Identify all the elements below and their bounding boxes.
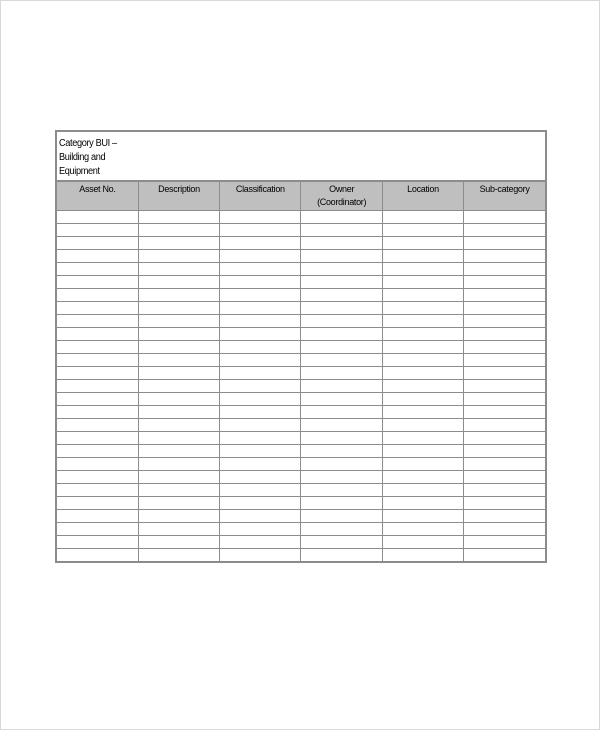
asset-grid <box>57 182 545 561</box>
column-header-label: Sub-category <box>479 184 530 194</box>
table-cell[interactable] <box>138 419 219 432</box>
table-cell[interactable] <box>301 302 382 315</box>
table-cell[interactable] <box>382 458 463 471</box>
table-cell[interactable] <box>138 211 219 224</box>
table-cell[interactable] <box>138 445 219 458</box>
table-cell[interactable] <box>382 367 463 380</box>
table-cell[interactable] <box>220 380 301 393</box>
table-cell[interactable] <box>220 484 301 497</box>
table-cell[interactable] <box>138 237 219 250</box>
table-cell[interactable] <box>220 445 301 458</box>
table-cell[interactable] <box>382 536 463 549</box>
table-cell[interactable] <box>382 523 463 536</box>
column-header-location <box>382 182 463 211</box>
table-cell[interactable] <box>464 471 545 484</box>
table-cell[interactable] <box>138 393 219 406</box>
table-cell[interactable] <box>138 263 219 276</box>
column-header-owner <box>301 182 382 211</box>
header-row <box>57 182 545 211</box>
table-row <box>57 328 545 341</box>
table-cell[interactable] <box>382 224 463 237</box>
column-header-sub-category <box>464 182 545 211</box>
table-cell[interactable] <box>138 549 219 562</box>
table-cell[interactable] <box>220 458 301 471</box>
table-row <box>57 354 545 367</box>
table-cell[interactable] <box>464 237 545 250</box>
table-cell[interactable] <box>138 276 219 289</box>
table-cell[interactable] <box>138 510 219 523</box>
column-header-label: Location <box>407 184 439 194</box>
table-row <box>57 367 545 380</box>
table-cell[interactable] <box>464 224 545 237</box>
table-cell[interactable] <box>138 302 219 315</box>
category-title-line-2: Building and <box>59 152 106 163</box>
table-cell[interactable] <box>138 484 219 497</box>
table-cell[interactable] <box>220 263 301 276</box>
table-cell[interactable] <box>220 289 301 302</box>
table-cell[interactable] <box>301 237 382 250</box>
table-cell[interactable] <box>464 523 545 536</box>
table-row <box>57 471 545 484</box>
table-cell[interactable] <box>301 289 382 302</box>
table-cell[interactable] <box>57 315 138 328</box>
table-cell[interactable] <box>382 380 463 393</box>
column-header-label: Asset No. <box>79 184 116 194</box>
table-cell[interactable] <box>382 510 463 523</box>
table-cell[interactable] <box>138 367 219 380</box>
table-cell[interactable] <box>464 341 545 354</box>
table-cell[interactable] <box>220 315 301 328</box>
table-cell[interactable] <box>464 276 545 289</box>
table-cell[interactable] <box>382 484 463 497</box>
table-cell[interactable] <box>220 237 301 250</box>
table-cell[interactable] <box>57 432 138 445</box>
table-row <box>57 250 545 263</box>
table-cell[interactable] <box>464 328 545 341</box>
table-cell[interactable] <box>220 471 301 484</box>
table-row <box>57 237 545 250</box>
table-cell[interactable] <box>57 328 138 341</box>
table-cell[interactable] <box>138 354 219 367</box>
column-header-classification <box>220 182 301 211</box>
table-cell[interactable] <box>382 549 463 562</box>
table-cell[interactable] <box>57 510 138 523</box>
table-cell[interactable] <box>138 523 219 536</box>
table-cell[interactable] <box>464 536 545 549</box>
table-cell[interactable] <box>301 276 382 289</box>
table-cell[interactable] <box>57 250 138 263</box>
table-cell[interactable] <box>220 510 301 523</box>
table-cell[interactable] <box>382 341 463 354</box>
table-row <box>57 510 545 523</box>
table-cell[interactable] <box>220 393 301 406</box>
table-row <box>57 523 545 536</box>
table-row <box>57 432 545 445</box>
table-row <box>57 302 545 315</box>
table-cell[interactable] <box>220 354 301 367</box>
table-cell[interactable] <box>301 523 382 536</box>
table-cell[interactable] <box>464 445 545 458</box>
table-cell[interactable] <box>382 432 463 445</box>
table-cell[interactable] <box>464 289 545 302</box>
table-cell[interactable] <box>301 484 382 497</box>
table-row <box>57 276 545 289</box>
table-cell[interactable] <box>464 302 545 315</box>
table-cell[interactable] <box>220 224 301 237</box>
table-cell[interactable] <box>57 484 138 497</box>
table-cell[interactable] <box>57 276 138 289</box>
table-cell[interactable] <box>464 406 545 419</box>
table-row <box>57 224 545 237</box>
table-row <box>57 380 545 393</box>
table-cell[interactable] <box>220 367 301 380</box>
table-row <box>57 211 545 224</box>
table-cell[interactable] <box>57 302 138 315</box>
table-cell[interactable] <box>57 393 138 406</box>
table-cell[interactable] <box>57 380 138 393</box>
table-cell[interactable] <box>382 393 463 406</box>
table-cell[interactable] <box>57 523 138 536</box>
asset-register-table <box>55 130 547 563</box>
table-cell[interactable] <box>301 263 382 276</box>
column-header-sublabel: (Coordinator) <box>317 197 367 207</box>
table-cell[interactable] <box>301 497 382 510</box>
table-cell[interactable] <box>57 419 138 432</box>
table-cell[interactable] <box>220 211 301 224</box>
table-cell[interactable] <box>57 549 138 562</box>
table-cell[interactable] <box>57 445 138 458</box>
table-cell[interactable] <box>138 341 219 354</box>
table-cell[interactable] <box>382 315 463 328</box>
table-cell[interactable] <box>57 289 138 302</box>
table-cell[interactable] <box>382 471 463 484</box>
table-cell[interactable] <box>57 406 138 419</box>
table-cell[interactable] <box>382 354 463 367</box>
table-cell[interactable] <box>301 315 382 328</box>
table-cell[interactable] <box>138 250 219 263</box>
table-cell[interactable] <box>57 263 138 276</box>
table-cell[interactable] <box>138 458 219 471</box>
table-cell[interactable] <box>220 341 301 354</box>
table-cell[interactable] <box>382 445 463 458</box>
table-cell[interactable] <box>464 263 545 276</box>
table-cell[interactable] <box>382 237 463 250</box>
table-cell[interactable] <box>464 510 545 523</box>
table-cell[interactable] <box>220 250 301 263</box>
table-cell[interactable] <box>57 211 138 224</box>
table-cell[interactable] <box>220 328 301 341</box>
table-cell[interactable] <box>301 419 382 432</box>
table-cell[interactable] <box>220 406 301 419</box>
table-cell[interactable] <box>220 523 301 536</box>
table-cell[interactable] <box>464 497 545 510</box>
column-header-description <box>138 182 219 211</box>
table-row <box>57 549 545 562</box>
table-cell[interactable] <box>220 419 301 432</box>
table-cell[interactable] <box>57 237 138 250</box>
table-cell[interactable] <box>382 276 463 289</box>
table-cell[interactable] <box>382 406 463 419</box>
table-cell[interactable] <box>138 471 219 484</box>
table-cell[interactable] <box>138 497 219 510</box>
table-cell[interactable] <box>464 367 545 380</box>
table-cell[interactable] <box>57 341 138 354</box>
table-cell[interactable] <box>138 224 219 237</box>
table-cell[interactable] <box>301 549 382 562</box>
table-cell[interactable] <box>464 419 545 432</box>
category-title-line-1: Category BUI – <box>59 138 117 149</box>
table-row <box>57 536 545 549</box>
table-cell[interactable] <box>382 289 463 302</box>
table-cell[interactable] <box>138 536 219 549</box>
table-cell[interactable] <box>57 497 138 510</box>
table-cell[interactable] <box>464 458 545 471</box>
table-cell[interactable] <box>220 497 301 510</box>
table-cell[interactable] <box>301 341 382 354</box>
table-cell[interactable] <box>301 211 382 224</box>
table-row <box>57 458 545 471</box>
table-cell[interactable] <box>138 315 219 328</box>
table-cell[interactable] <box>220 549 301 562</box>
table-cell[interactable] <box>301 224 382 237</box>
table-cell[interactable] <box>138 406 219 419</box>
table-cell[interactable] <box>301 250 382 263</box>
table-cell[interactable] <box>464 211 545 224</box>
category-title-line-3: Equipment <box>59 166 100 177</box>
table-row <box>57 263 545 276</box>
table-row <box>57 341 545 354</box>
table-cell[interactable] <box>138 380 219 393</box>
table-cell[interactable] <box>138 432 219 445</box>
table-cell[interactable] <box>382 302 463 315</box>
category-title-cell <box>57 132 545 182</box>
table-row <box>57 419 545 432</box>
table-row <box>57 445 545 458</box>
table-row <box>57 393 545 406</box>
table-cell[interactable] <box>464 354 545 367</box>
table-cell[interactable] <box>57 224 138 237</box>
column-header-label: Classification <box>235 184 285 194</box>
table-cell[interactable] <box>382 263 463 276</box>
table-cell[interactable] <box>220 432 301 445</box>
table-cell[interactable] <box>301 536 382 549</box>
table-cell[interactable] <box>57 471 138 484</box>
table-cell[interactable] <box>382 211 463 224</box>
table-cell[interactable] <box>382 250 463 263</box>
table-cell[interactable] <box>301 510 382 523</box>
table-cell[interactable] <box>464 315 545 328</box>
table-cell[interactable] <box>138 328 219 341</box>
table-cell[interactable] <box>220 276 301 289</box>
table-row <box>57 315 545 328</box>
grid-body <box>57 211 545 562</box>
table-cell[interactable] <box>57 536 138 549</box>
table-cell[interactable] <box>382 328 463 341</box>
table-cell[interactable] <box>382 497 463 510</box>
table-cell[interactable] <box>57 367 138 380</box>
table-cell[interactable] <box>301 458 382 471</box>
table-cell[interactable] <box>301 354 382 367</box>
table-row <box>57 406 545 419</box>
table-cell[interactable] <box>301 471 382 484</box>
table-row <box>57 497 545 510</box>
table-cell[interactable] <box>301 406 382 419</box>
table-cell[interactable] <box>301 393 382 406</box>
table-cell[interactable] <box>301 328 382 341</box>
table-row <box>57 289 545 302</box>
table-cell[interactable] <box>57 458 138 471</box>
table-cell[interactable] <box>220 302 301 315</box>
table-cell[interactable] <box>464 432 545 445</box>
table-cell[interactable] <box>301 380 382 393</box>
column-header-asset-no <box>57 182 138 211</box>
table-cell[interactable] <box>220 536 301 549</box>
table-cell[interactable] <box>464 484 545 497</box>
table-cell[interactable] <box>464 250 545 263</box>
table-cell[interactable] <box>464 549 545 562</box>
column-header-label: Description <box>158 184 200 194</box>
table-cell[interactable] <box>301 445 382 458</box>
table-cell[interactable] <box>301 367 382 380</box>
table-cell[interactable] <box>57 354 138 367</box>
table-cell[interactable] <box>464 393 545 406</box>
table-cell[interactable] <box>301 432 382 445</box>
table-cell[interactable] <box>382 419 463 432</box>
column-header-label: Owner <box>329 184 355 194</box>
table-cell[interactable] <box>464 380 545 393</box>
table-row <box>57 484 545 497</box>
table-cell[interactable] <box>138 289 219 302</box>
